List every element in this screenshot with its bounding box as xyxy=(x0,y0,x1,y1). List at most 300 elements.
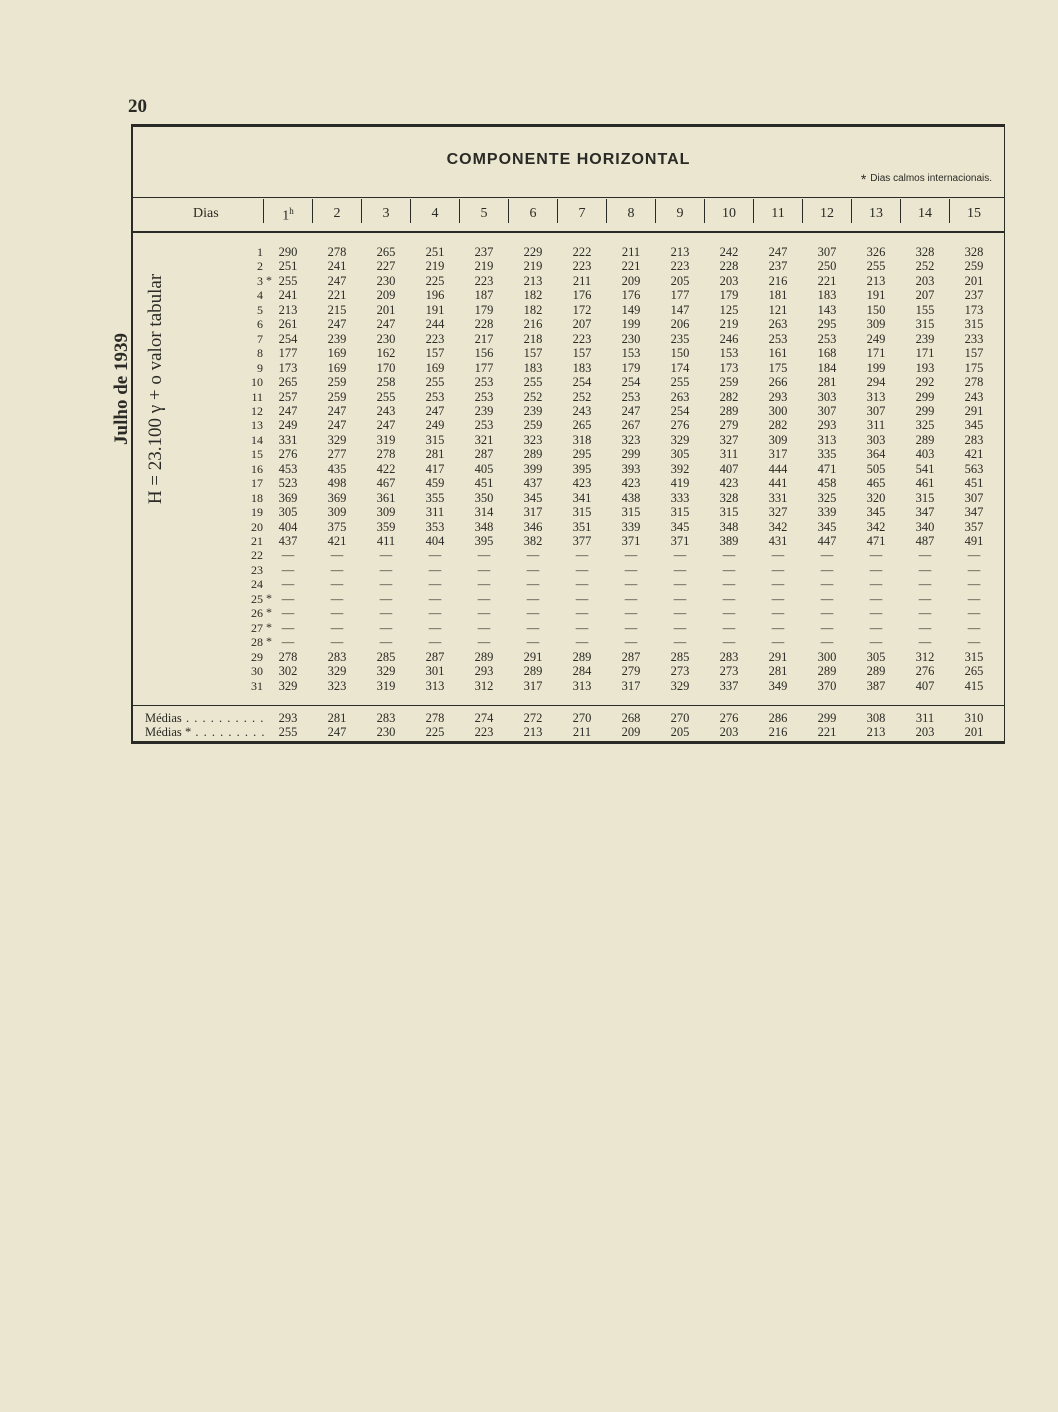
header-separator xyxy=(410,199,411,223)
table-cell: 249 xyxy=(278,418,298,433)
day-label: 8 xyxy=(257,346,263,361)
table-cell: 257 xyxy=(278,389,298,404)
table-cell: 279 xyxy=(621,664,641,679)
hour-header-11: 11 xyxy=(771,206,785,221)
table-cell: 155 xyxy=(915,302,935,317)
table-cell: 289 xyxy=(523,664,543,679)
table-cell: 411 xyxy=(376,534,396,548)
table-cell: 225 xyxy=(425,273,445,288)
table-cell: 301 xyxy=(425,664,445,679)
table-cell: — xyxy=(869,562,883,577)
table-cell: 265 xyxy=(964,664,984,679)
table-cell: — xyxy=(281,606,295,621)
day-label: 31 xyxy=(251,678,263,693)
table-cell: — xyxy=(428,635,442,650)
table-cell: 153 xyxy=(621,346,641,361)
table-cell: 250 xyxy=(817,259,837,274)
table-cell: 451 xyxy=(474,476,494,491)
hour-header-2: 2 xyxy=(333,206,341,221)
table-cell: 295 xyxy=(572,447,592,462)
table-cell: 247 xyxy=(327,317,347,332)
table-cell: 423 xyxy=(572,476,592,491)
table-cell: — xyxy=(624,620,638,635)
table-cell: 315 xyxy=(964,649,984,664)
table-cell: — xyxy=(575,591,589,606)
table-cell: 251 xyxy=(425,245,445,259)
medias-cell: 283 xyxy=(376,711,396,725)
table-cell: 491 xyxy=(964,534,984,548)
table-cell: 283 xyxy=(719,649,739,664)
table-cell: 206 xyxy=(670,317,690,332)
table-cell: 243 xyxy=(964,389,984,404)
day-label: 17 xyxy=(251,476,263,491)
table-cell: — xyxy=(477,548,491,563)
table-cell: — xyxy=(967,635,981,650)
table-cell: 315 xyxy=(425,432,445,447)
table-cell: 309 xyxy=(768,432,788,447)
table-cell: 441 xyxy=(768,476,788,491)
table-cell: 353 xyxy=(425,519,445,534)
table-cell: 259 xyxy=(523,418,543,433)
day-label: 9 xyxy=(257,360,263,375)
table-cell: 255 xyxy=(523,375,543,390)
table-cell: 407 xyxy=(719,461,739,476)
table-cell: 281 xyxy=(768,664,788,679)
table-cell: 345 xyxy=(964,418,984,433)
table-cell: 313 xyxy=(817,432,837,447)
table-cell: 267 xyxy=(621,418,641,433)
table-cell: 407 xyxy=(915,678,935,693)
table-cell: — xyxy=(722,635,736,650)
table-cell: — xyxy=(673,606,687,621)
table-cell: 230 xyxy=(376,273,396,288)
table-cell: — xyxy=(967,606,981,621)
table-cell: — xyxy=(428,620,442,635)
table-cell: 213 xyxy=(670,245,690,259)
table-cell: — xyxy=(869,620,883,635)
table-cell: 345 xyxy=(866,505,886,520)
table-cell: 252 xyxy=(572,389,592,404)
table-cell: 419 xyxy=(670,476,690,491)
table-cell: 339 xyxy=(817,505,837,520)
table-cell: 230 xyxy=(621,331,641,346)
table-cell: — xyxy=(526,548,540,563)
table-cell: 265 xyxy=(376,245,396,259)
day-label: 6 xyxy=(257,317,263,332)
table-cell: — xyxy=(379,548,393,563)
table-cell: 157 xyxy=(964,346,984,361)
table-cell: 216 xyxy=(523,317,543,332)
table-cell: 156 xyxy=(474,346,494,361)
table-cell: — xyxy=(820,577,834,592)
table-cell: 279 xyxy=(719,418,739,433)
table-cell: 228 xyxy=(719,259,739,274)
table-cell: — xyxy=(575,562,589,577)
table-cell: 437 xyxy=(523,476,543,491)
table-cell: 253 xyxy=(425,389,445,404)
day-label: 7 xyxy=(257,331,263,346)
table-cell: 251 xyxy=(278,259,298,274)
table-cell: 289 xyxy=(572,649,592,664)
table-cell: 331 xyxy=(768,490,788,505)
medias-star-cell: 225 xyxy=(425,725,445,739)
medias-star-cell: 205 xyxy=(670,725,690,739)
table-cell: 169 xyxy=(425,360,445,375)
table-cell: 254 xyxy=(621,375,641,390)
table-cell: 182 xyxy=(523,288,543,303)
day-label: 4 xyxy=(257,288,263,303)
table-cell: — xyxy=(820,548,834,563)
table-cell: 471 xyxy=(817,461,837,476)
table-cell: 347 xyxy=(964,505,984,520)
table-cell: 283 xyxy=(964,432,984,447)
table-cell: 289 xyxy=(474,649,494,664)
table-cell: 370 xyxy=(817,678,837,693)
table-cell: 421 xyxy=(964,447,984,462)
table-cell: 254 xyxy=(278,331,298,346)
header-separator xyxy=(606,199,607,223)
table-cell: — xyxy=(771,606,785,621)
table-cell: 196 xyxy=(425,288,445,303)
table-cell: 266 xyxy=(768,375,788,390)
table-cell: — xyxy=(526,577,540,592)
table-cell: 348 xyxy=(474,519,494,534)
table-cell: 263 xyxy=(670,389,690,404)
table-cell: — xyxy=(379,577,393,592)
table-cell: 161 xyxy=(768,346,788,361)
table-cell: 421 xyxy=(327,534,347,548)
table-cell: 341 xyxy=(572,490,592,505)
table-cell: 348 xyxy=(719,519,739,534)
table-cell: 328 xyxy=(964,245,984,259)
table-cell: 213 xyxy=(278,302,298,317)
table-cell: 315 xyxy=(572,505,592,520)
table-cell: 247 xyxy=(425,403,445,418)
day-label: 23 xyxy=(251,562,263,577)
hour-header-8: 8 xyxy=(627,206,635,221)
table-cell: 323 xyxy=(327,678,347,693)
table-cell: — xyxy=(575,635,589,650)
table-cell: — xyxy=(526,620,540,635)
table-cell: 505 xyxy=(866,461,886,476)
table-cell: 323 xyxy=(621,432,641,447)
table-cell: 255 xyxy=(866,259,886,274)
day-label: 14 xyxy=(251,432,263,447)
table-cell: — xyxy=(428,577,442,592)
table-cell: 201 xyxy=(376,302,396,317)
table-cell: 395 xyxy=(474,534,494,548)
header-rule-top xyxy=(133,197,1004,198)
table-cell: 255 xyxy=(278,273,298,288)
table-cell: 287 xyxy=(621,649,641,664)
table-cell: 369 xyxy=(278,490,298,505)
table-cell: 461 xyxy=(915,476,935,491)
table-cell: 325 xyxy=(817,490,837,505)
table-cell: 211 xyxy=(621,245,641,259)
table-cell: 183 xyxy=(523,360,543,375)
calm-day-marker: * xyxy=(266,590,272,605)
table-cell: 170 xyxy=(376,360,396,375)
table-cell: 249 xyxy=(425,418,445,433)
table-cell: 458 xyxy=(817,476,837,491)
table-cell: 235 xyxy=(670,331,690,346)
medias-star-cell: 255 xyxy=(278,725,298,739)
table-cell: — xyxy=(918,591,932,606)
table-cell: 371 xyxy=(621,534,641,548)
medias-cell: 268 xyxy=(621,711,641,725)
table-cell: 333 xyxy=(670,490,690,505)
table-cell: — xyxy=(624,562,638,577)
medias-rule xyxy=(133,705,1004,706)
calm-day-marker: * xyxy=(266,272,272,287)
table-cell: 331 xyxy=(278,432,298,447)
table-cell: 317 xyxy=(523,505,543,520)
table-cell: 255 xyxy=(425,375,445,390)
table-cell: 287 xyxy=(474,447,494,462)
table-cell: — xyxy=(477,577,491,592)
table-cell: 253 xyxy=(474,375,494,390)
table-cell: 437 xyxy=(278,534,298,548)
day-label: 1 xyxy=(257,245,263,259)
table-cell: 259 xyxy=(327,375,347,390)
table-cell: 281 xyxy=(425,447,445,462)
table-cell: 399 xyxy=(523,461,543,476)
table-cell: 176 xyxy=(621,288,641,303)
table-cell: 173 xyxy=(719,360,739,375)
table-cell: — xyxy=(281,591,295,606)
table-cell: 364 xyxy=(866,447,886,462)
table-cell: 293 xyxy=(817,418,837,433)
table-cell: 259 xyxy=(964,259,984,274)
table-cell: 315 xyxy=(964,317,984,332)
table-cell: — xyxy=(820,606,834,621)
table-cell: 168 xyxy=(817,346,837,361)
table-cell: 541 xyxy=(915,461,935,476)
table-cell: — xyxy=(722,606,736,621)
table-cell: 305 xyxy=(670,447,690,462)
day-label: 13 xyxy=(251,418,263,433)
table-cell: 237 xyxy=(964,288,984,303)
table-cell: — xyxy=(869,606,883,621)
table-cell: 289 xyxy=(915,432,935,447)
table-cell: — xyxy=(379,635,393,650)
table-cell: 247 xyxy=(327,418,347,433)
table-cell: 258 xyxy=(376,375,396,390)
table-cell: 315 xyxy=(621,505,641,520)
table-cell: — xyxy=(575,577,589,592)
table-cell: 309 xyxy=(866,317,886,332)
table-cell: 239 xyxy=(523,403,543,418)
table-cell: 309 xyxy=(376,505,396,520)
table-cell: 276 xyxy=(670,418,690,433)
table-cell: 203 xyxy=(719,273,739,288)
hour-header-1: 1$^h$ xyxy=(282,206,294,224)
table-cell: 243 xyxy=(376,403,396,418)
table-cell: 219 xyxy=(523,259,543,274)
table-cell: 447 xyxy=(817,534,837,548)
table-cell: — xyxy=(330,548,344,563)
medias-star-cell: 223 xyxy=(474,725,494,739)
table-cell: 143 xyxy=(817,302,837,317)
table-cell: — xyxy=(771,635,785,650)
medias-star-cell: 201 xyxy=(964,725,984,739)
table-cell: 169 xyxy=(327,346,347,361)
table-cell: 277 xyxy=(327,447,347,462)
header-separator xyxy=(557,199,558,223)
table-cell: 209 xyxy=(621,273,641,288)
table-cell: 302 xyxy=(278,664,298,679)
table-cell: — xyxy=(624,548,638,563)
day-label: 26 * xyxy=(251,605,272,621)
table-cell: 153 xyxy=(719,346,739,361)
table-cell: 312 xyxy=(474,678,494,693)
table-cell: — xyxy=(330,606,344,621)
table-cell: 254 xyxy=(670,403,690,418)
table-cell: 237 xyxy=(474,245,494,259)
table-cell: 369 xyxy=(327,490,347,505)
table-cell: 174 xyxy=(670,360,690,375)
table-cell: 294 xyxy=(866,375,886,390)
table-cell: 173 xyxy=(964,302,984,317)
table-cell: 177 xyxy=(474,360,494,375)
table-cell: 175 xyxy=(768,360,788,375)
table-cell: 328 xyxy=(719,490,739,505)
hour-header-4: 4 xyxy=(431,206,439,221)
table-cell: 228 xyxy=(474,317,494,332)
table-cell: 253 xyxy=(768,331,788,346)
table-cell: — xyxy=(967,620,981,635)
table-cell: 355 xyxy=(425,490,445,505)
table-cell: 404 xyxy=(425,534,445,548)
header-separator xyxy=(508,199,509,223)
table-cell: 276 xyxy=(278,447,298,462)
table-cell: 284 xyxy=(572,664,592,679)
table-cell: — xyxy=(477,620,491,635)
day-label: 12 xyxy=(251,403,263,418)
table-cell: 176 xyxy=(572,288,592,303)
calm-days-note xyxy=(861,171,992,187)
table-cell: 177 xyxy=(670,288,690,303)
table-cell: 299 xyxy=(915,389,935,404)
table-cell: 435 xyxy=(327,461,347,476)
table-cell: — xyxy=(379,562,393,577)
table-cell: 289 xyxy=(866,664,886,679)
table-cell: 291 xyxy=(768,649,788,664)
table-cell: 175 xyxy=(964,360,984,375)
table-cell: — xyxy=(281,577,295,592)
table-cell: 147 xyxy=(670,302,690,317)
table-cell: 337 xyxy=(719,678,739,693)
calm-day-marker: * xyxy=(266,605,272,620)
page-number: 20 xyxy=(128,96,147,117)
table-cell: 223 xyxy=(425,331,445,346)
medias-cell: 274 xyxy=(474,711,494,725)
table-cell: — xyxy=(281,548,295,563)
table-cell: 387 xyxy=(866,678,886,693)
table-cell: 191 xyxy=(425,302,445,317)
table-cell: 211 xyxy=(572,273,592,288)
hour-header-5: 5 xyxy=(480,206,488,221)
data-table xyxy=(111,124,1005,744)
table-cell: 149 xyxy=(621,302,641,317)
table-cell: 317 xyxy=(768,447,788,462)
table-cell: 340 xyxy=(915,519,935,534)
table-cell: 317 xyxy=(523,678,543,693)
header-separator xyxy=(361,199,362,223)
table-cell: 215 xyxy=(327,302,347,317)
table-cell: — xyxy=(673,620,687,635)
day-label: 2 xyxy=(257,259,263,274)
table-cell: 289 xyxy=(719,403,739,418)
table-cell: 243 xyxy=(572,403,592,418)
table-cell: 278 xyxy=(327,245,347,259)
table-cell: 273 xyxy=(719,664,739,679)
table-cell: — xyxy=(722,577,736,592)
table-cell: 299 xyxy=(915,403,935,418)
table-cell: 247 xyxy=(376,317,396,332)
table-cell: 359 xyxy=(376,519,396,534)
header-rule-bottom xyxy=(133,231,1004,233)
table-cell: — xyxy=(771,620,785,635)
hour-header-3: 3 xyxy=(382,206,390,221)
hour-header-12: 12 xyxy=(820,206,834,221)
table-cell: 357 xyxy=(964,519,984,534)
table-cell: — xyxy=(820,562,834,577)
hour-header-13: 13 xyxy=(869,206,883,221)
table-cell: 305 xyxy=(866,649,886,664)
table-cell: 321 xyxy=(474,432,494,447)
medias-star-cell: 203 xyxy=(719,725,739,739)
table-cell: 219 xyxy=(474,259,494,274)
table-cell: — xyxy=(477,635,491,650)
table-cell: — xyxy=(722,620,736,635)
table-cell: 241 xyxy=(327,259,347,274)
table-cell: 403 xyxy=(915,447,935,462)
day-label: 24 xyxy=(251,577,263,592)
table-cell: — xyxy=(428,562,442,577)
table-cell: — xyxy=(575,606,589,621)
month-year-label: Julho de 1939 xyxy=(111,333,132,445)
medias-cell: 299 xyxy=(817,711,837,725)
table-cell: 371 xyxy=(670,534,690,548)
table-cell: 327 xyxy=(719,432,739,447)
table-cell: — xyxy=(281,562,295,577)
table-cell: — xyxy=(575,620,589,635)
hour-header-6: 6 xyxy=(529,206,537,221)
table-cell: 253 xyxy=(621,389,641,404)
table-cell: 471 xyxy=(866,534,886,548)
table-cell: 392 xyxy=(670,461,690,476)
table-cell: 241 xyxy=(278,288,298,303)
medias-cell: 272 xyxy=(523,711,543,725)
table-cell: — xyxy=(869,577,883,592)
day-label: 18 xyxy=(251,490,263,505)
table-cell: 278 xyxy=(278,649,298,664)
table-cell: 223 xyxy=(670,259,690,274)
table-cell: 244 xyxy=(425,317,445,332)
table-cell: — xyxy=(477,562,491,577)
table-cell: — xyxy=(379,591,393,606)
medias-cell: 286 xyxy=(768,711,788,725)
table-cell: — xyxy=(526,606,540,621)
hour-header-9: 9 xyxy=(676,206,684,221)
table-cell: 346 xyxy=(523,519,543,534)
table-cell: 487 xyxy=(915,534,935,548)
table-cell: — xyxy=(722,591,736,606)
header-separator xyxy=(459,199,460,223)
header-separator xyxy=(802,199,803,223)
table-cell: — xyxy=(918,562,932,577)
